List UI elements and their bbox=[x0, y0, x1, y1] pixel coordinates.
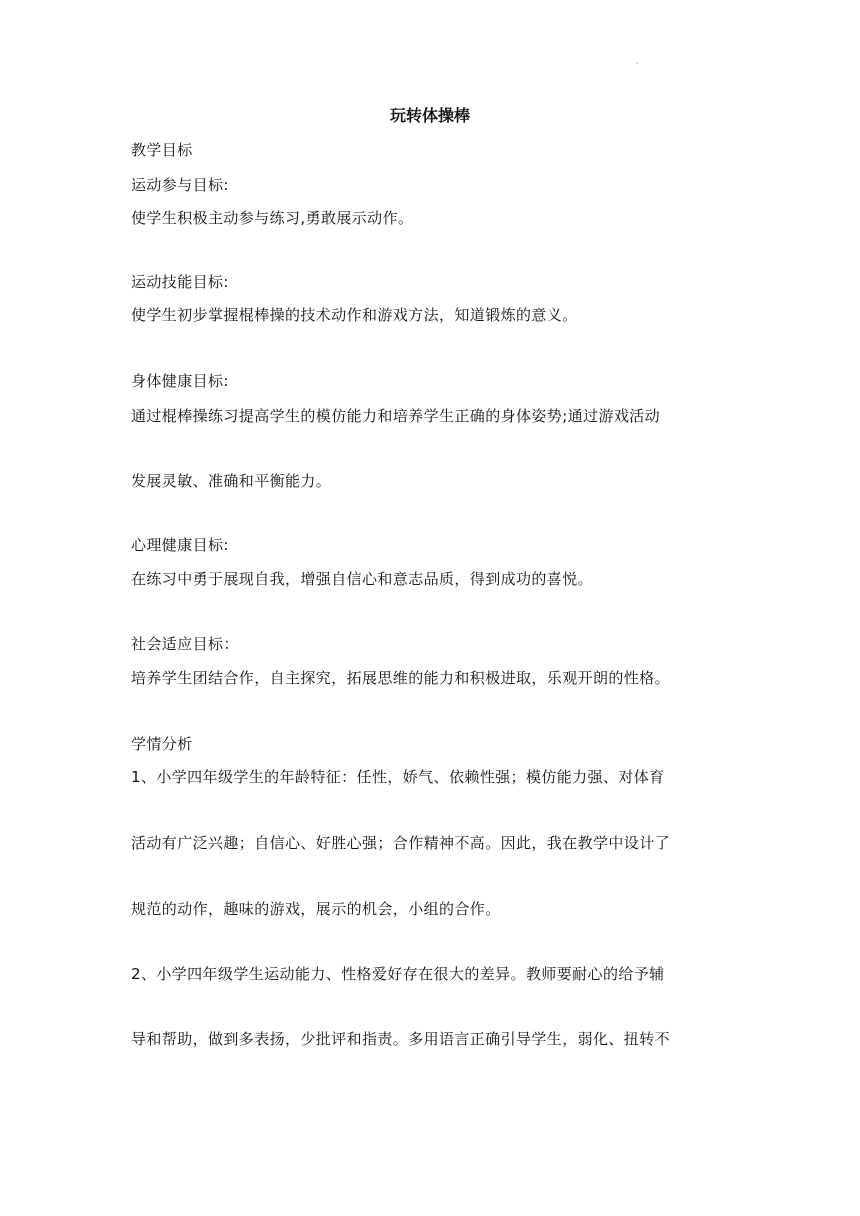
analysis-text-2-line-2: 导和帮助，做到多表扬，少批评和指责。多用语言正确引导学生，弱化、扭转不 bbox=[131, 1030, 671, 1048]
goal-label-participation: 运动参与目标: bbox=[131, 176, 229, 194]
goal-text-physical-health-2: 发展灵敏、准确和平衡能力。 bbox=[131, 472, 332, 490]
goal-text-skills: 使学生初步掌握棍棒操的技术动作和游戏方法，知道锻炼的意义。 bbox=[131, 306, 578, 324]
goal-label-skills: 运动技能目标: bbox=[131, 273, 229, 291]
analysis-text-2-line-1: 2、小学四年级学生运动能力、性格爱好存在很大的差异。教师要耐心的给予辅 bbox=[131, 965, 665, 983]
analysis-text-1-line-3: 规范的动作，趣味的游戏，展示的机会，小组的合作。 bbox=[131, 900, 501, 918]
goal-text-participation: 使学生积极主动参与练习,勇敢展示动作。 bbox=[131, 209, 414, 227]
goal-label-social-adaptation: 社会适应目标： bbox=[131, 635, 239, 653]
section-heading-teaching-goals: 教学目标 bbox=[131, 141, 193, 159]
document-title: 玩转体操棒 bbox=[389, 106, 470, 125]
goal-text-social-adaptation: 培养学生团结合作，自主探究，拓展思维的能力和积极进取，乐观开朗的性格。 bbox=[131, 669, 671, 687]
section-heading-student-analysis: 学情分析 bbox=[131, 735, 193, 753]
goal-text-physical-health-1: 通过棍棒操练习提高学生的模仿能力和培养学生正确的身体姿势;通过游戏活动 bbox=[131, 407, 661, 425]
analysis-text-1-line-2: 活动有广泛兴趣；自信心、好胜心强；合作精神不高。因此，我在教学中设计了 bbox=[131, 834, 671, 852]
analysis-text-1-line-1: 1、小学四年级学生的年龄特征：任性，娇气、依赖性强；模仿能力强、对体育 bbox=[131, 768, 665, 786]
goal-label-mental-health: 心理健康目标: bbox=[131, 536, 229, 554]
goal-text-mental-health: 在练习中勇于展现自我，增强自信心和意志品质，得到成功的喜悦。 bbox=[131, 570, 594, 588]
page-mark: · bbox=[636, 59, 639, 68]
goal-label-physical-health: 身体健康目标: bbox=[131, 372, 229, 390]
